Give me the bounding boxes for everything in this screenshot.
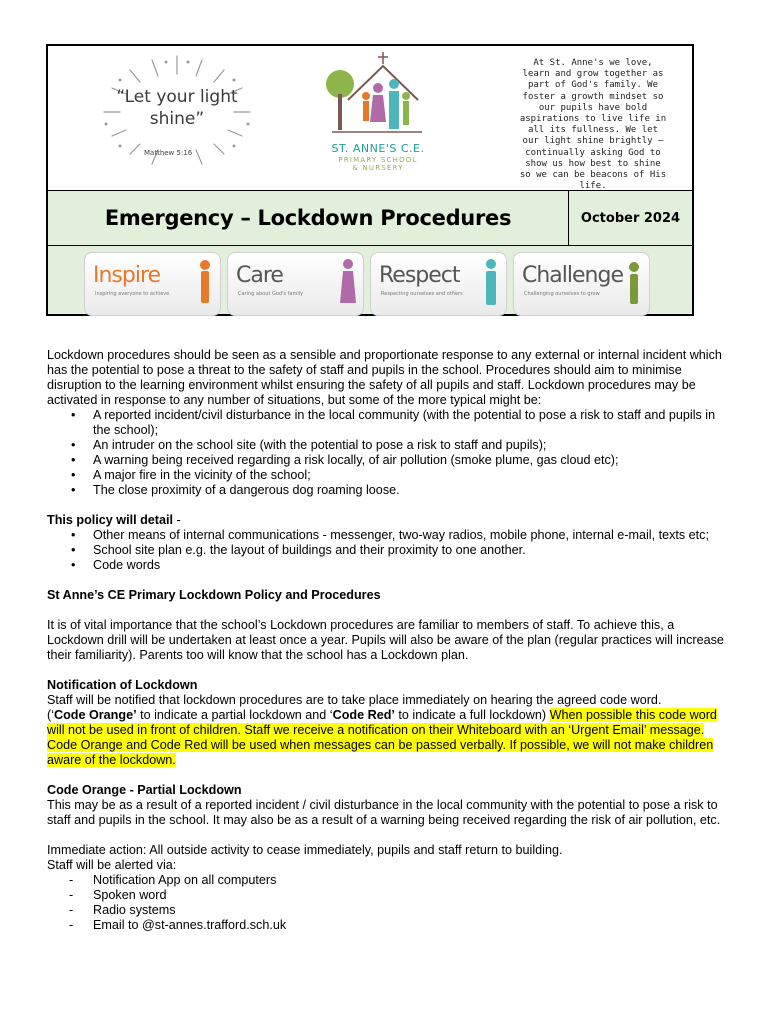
code-red-label: Code Red’ xyxy=(332,708,395,722)
woman-figure-icon xyxy=(339,257,357,307)
list-item: • A reported incident/civil disturbance in the local community (with the potential to pose a risk to staff and pupils in the school); xyxy=(47,408,727,438)
school-subtitle-line2: & NURSERY xyxy=(352,164,404,172)
notification-heading: Notification of Lockdown xyxy=(47,678,198,692)
intro-paragraph: Lockdown procedures should be seen as a sensible and proportionate response to any external or internal incident which has the potential to pose a threat to the safety of staff and pupils in the school. Procedures should aim to minimise disruption to the learning environment whilst ensuring the safety of all pupils and staff. Lockdown procedures may be activated in response to any number of situations, but some of the more typical might be: xyxy=(47,348,722,407)
list-item: - Spoken word xyxy=(47,888,727,903)
document-title: Emergency – Lockdown Procedures xyxy=(104,206,512,230)
notification-mid2: to indicate a full lockdown) xyxy=(394,708,550,722)
code-orange-heading: Code Orange - Partial Lockdown xyxy=(47,783,242,797)
title-cell xyxy=(48,191,569,245)
policy-items-list xyxy=(47,528,727,573)
header-logo-row xyxy=(48,46,692,191)
notification-mid1: to indicate a partial lockdown and ‘ xyxy=(136,708,333,722)
child-figure-icon xyxy=(196,257,214,307)
open-quote: (‘ xyxy=(47,708,54,722)
date-cell xyxy=(569,191,692,245)
list-item: • An intruder on the school site (with the potential to pose a risk to staff and pupils); xyxy=(47,438,727,453)
school-logo xyxy=(318,50,468,178)
notification-line1: Staff will be notified that lockdown procedures are to take place immediately on hearing the agreed code word. xyxy=(47,693,662,707)
list-item: • School site plan e.g. the layout of buildings and their proximity to one another. xyxy=(47,543,727,558)
boy-figure-icon xyxy=(625,257,643,307)
list-item: - Notification App on all computers xyxy=(47,873,727,888)
list-item: • Code words xyxy=(47,558,727,573)
policy-heading: St Anne’s CE Primary Lockdown Policy and Procedures xyxy=(47,588,381,602)
values-row xyxy=(48,246,692,314)
church-family-icon xyxy=(318,50,438,142)
immediate-action: Immediate action: All outside activity to cease immediately, pupils and staff return to building. xyxy=(47,843,563,857)
list-item: - Email to @st-annes.trafford.sch.uk xyxy=(47,918,727,933)
situations-list xyxy=(47,408,727,498)
value-card-challenge xyxy=(513,252,650,316)
man-figure-icon xyxy=(482,257,500,307)
code-orange-label: Code Orange’ xyxy=(54,708,137,722)
value-name: Inspire xyxy=(93,263,161,288)
school-values-banner xyxy=(84,252,650,316)
importance-paragraph: It is of vital importance that the school’s Lockdown procedures are familiar to members of staff. To achieve this, a Lockdown drill will be undertaken at least once a year. Pupils will also be aware of the plan (regular practices will increase their familiarity). Parents too will know that the school has a Lockdown plan. xyxy=(47,618,724,662)
value-name: Care xyxy=(236,263,283,288)
shine-reference: Matthew 5:16 xyxy=(144,149,193,157)
list-item: • The close proximity of a dangerous dog roaming loose. xyxy=(47,483,727,498)
notification-paragraph xyxy=(47,693,727,768)
list-item: • A major fire in the vicinity of the school; xyxy=(47,468,727,483)
list-item: - Radio systems xyxy=(47,903,727,918)
title-row xyxy=(48,191,692,246)
school-subtitle xyxy=(318,156,438,172)
alert-intro: Staff will be alerted via: xyxy=(47,858,177,872)
highlighted-notice: When possible this code word will not be used in front of children. Staff we receive a notification on their Whiteboard with an ‘Urgent Email’ message. Code Orange and Code Red will be used when messages can be passed verbally. If possible, we will not make children aware of the lockdown. xyxy=(47,708,717,767)
code-orange-paragraph: This may be as a result of a reported incident / civil disturbance in the local community with the potential to pose a risk to staff and pupils in the school. It may also be as a result of a warning being received regarding the risk of air pollution, etc. xyxy=(47,798,721,827)
let-your-light-shine-logo xyxy=(92,52,262,170)
value-subtitle: Challenging ourselves to grow xyxy=(524,291,600,297)
list-item: • Other means of internal communications - messenger, two-way radios, mobile phone, internal e-mail, texts etc; xyxy=(47,528,727,543)
alerts-list xyxy=(47,873,727,933)
document-date: October 2024 xyxy=(580,210,681,226)
value-name: Respect xyxy=(379,263,460,288)
value-card-inspire xyxy=(84,252,221,316)
policy-detail-suffix: - xyxy=(172,513,181,527)
school-motto: At St. Anne's we love, learn and grow together as part of God's family. We foster a growth mindset so our pupils have bold aspirations to live life in all its fullness. We let our light shine brightly – continually asking God to show us how best to shine so we can be beacons of His life. xyxy=(519,58,667,192)
list-item: • A warning being received regarding a risk locally, of air pollution (smoke plume, gas cloud etc); xyxy=(47,453,727,468)
value-subtitle: Respecting ourselves and others xyxy=(381,291,463,297)
value-subtitle: Inspiring everyone to achieve xyxy=(95,291,170,297)
shine-quote: “Let your light shine” xyxy=(116,87,238,129)
school-subtitle-line1: PRIMARY SCHOOL xyxy=(338,156,418,164)
value-name: Challenge xyxy=(522,263,623,288)
policy-detail-heading-text: This policy will detail xyxy=(47,513,173,527)
policy-detail-heading xyxy=(47,513,727,528)
document-body xyxy=(47,348,727,933)
value-card-care xyxy=(227,252,364,316)
value-card-respect xyxy=(370,252,507,316)
school-name: ST. ANNE'S C.E. xyxy=(331,142,425,155)
value-subtitle: Caring about God's family xyxy=(238,291,304,297)
document-header xyxy=(46,44,694,316)
